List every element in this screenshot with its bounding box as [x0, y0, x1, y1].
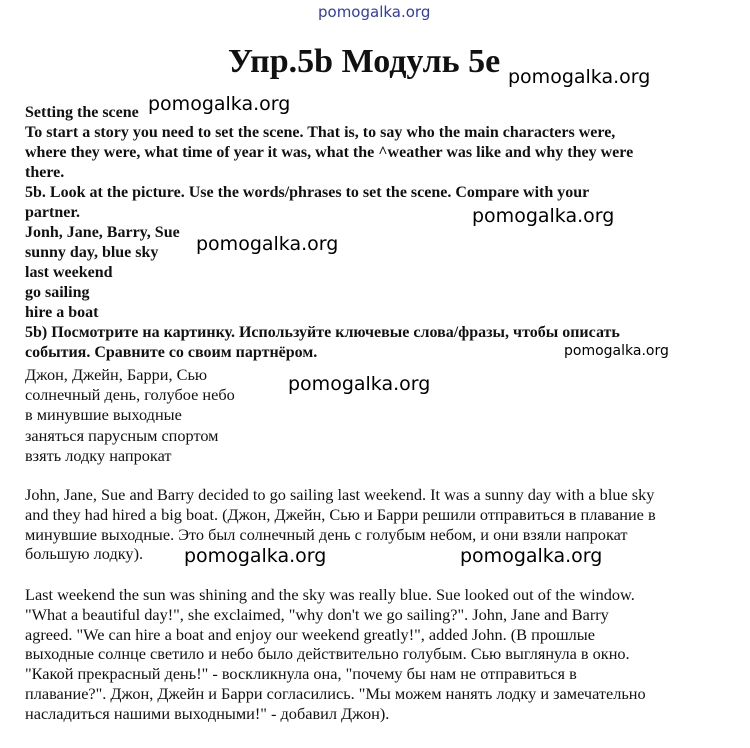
text-line: выходные солнце светило и небо было действительно голубым. Сью выглянула в окно.: [25, 644, 630, 664]
list-item: заняться парусным спортом: [25, 425, 219, 445]
keyword-line: go sailing: [25, 284, 90, 301]
watermark-top: pomogalka.org: [318, 3, 431, 21]
keyword-line: sunny day, blue sky: [25, 244, 159, 261]
paragraph-1: [25, 485, 656, 564]
page-title: Упр.5b Модуль 5е: [228, 43, 501, 80]
text-line: минувшие выходные. Это был солнечный день с голубым небом, и они взяли напрокат: [25, 524, 628, 544]
text-line: "What a beautiful day!", she exclaimed, "why don't we go sailing?". John, Jane and Barry: [25, 604, 609, 624]
list-item: солнечный день, голубое небо: [25, 385, 235, 405]
watermark: pomogalka.org: [288, 373, 431, 395]
watermark: pomogalka.org: [508, 66, 651, 88]
keyword-line: hire a boat: [25, 304, 99, 321]
text-line: John, Jane, Sue and Barry decided to go sailing last weekend. It was a sunny day with a blue sky: [25, 485, 655, 504]
text-line: where they were, what time of year it was, what the ^weather was like and why they were: [25, 144, 634, 161]
section-heading: Setting the scene: [25, 104, 139, 121]
task-section: [25, 103, 633, 363]
watermark: pomogalka.org: [564, 343, 669, 359]
text-line: To start a story you need to set the scene. That is, to say who the main characters were,: [25, 124, 616, 141]
text-line: partner.: [25, 204, 80, 221]
text-line: плавание?". Джон, Джейн и Барри согласились. "Мы можем нанять лодку и замечательно: [25, 683, 646, 703]
watermark: pomogalka.org: [148, 93, 291, 115]
watermark: pomogalka.org: [196, 233, 339, 255]
text-line: agreed. "We can hire a boat and enjoy our weekend greatly!", added John. (В прошлые: [25, 624, 595, 644]
text-line: there.: [25, 164, 65, 181]
text-line: события. Сравните со своим партнёром.: [25, 344, 318, 361]
watermark: pomogalka.org: [184, 545, 327, 567]
translated-keywords: [25, 365, 235, 466]
text-line: большую лодку).: [25, 544, 144, 564]
text-line: and they had hired a big boat. (Джон, Джейн, Сью и Барри решили отправиться в плавание в: [25, 504, 656, 524]
text-line: 5b. Look at the picture. Use the words/phrases to set the scene. Compare with your: [25, 184, 590, 201]
text-line: насладиться нашими выходными!" - добавил Джон).: [25, 703, 390, 723]
list-item: взять лодку напрокат: [25, 445, 172, 465]
keyword-line: last weekend: [25, 264, 113, 281]
keyword-line: Jonh, Jane, Barry, Sue: [25, 224, 180, 241]
paragraph-2: [25, 585, 646, 724]
watermark: pomogalka.org: [472, 205, 615, 227]
text-line: "Какой прекрасный день!" - воскликнула она, "почему бы нам не отправиться в: [25, 664, 577, 684]
watermark: pomogalka.org: [460, 545, 603, 567]
text-line: Last weekend the sun was shining and the sky was really blue. Sue looked out of the window.: [25, 585, 635, 604]
text-line: 5b) Посмотрите на картинку. Используйте ключевые слова/фразы, чтобы описать: [25, 324, 620, 341]
list-item: в минувшие выходные: [25, 405, 182, 425]
list-item: Джон, Джейн, Барри, Сью: [25, 365, 208, 384]
